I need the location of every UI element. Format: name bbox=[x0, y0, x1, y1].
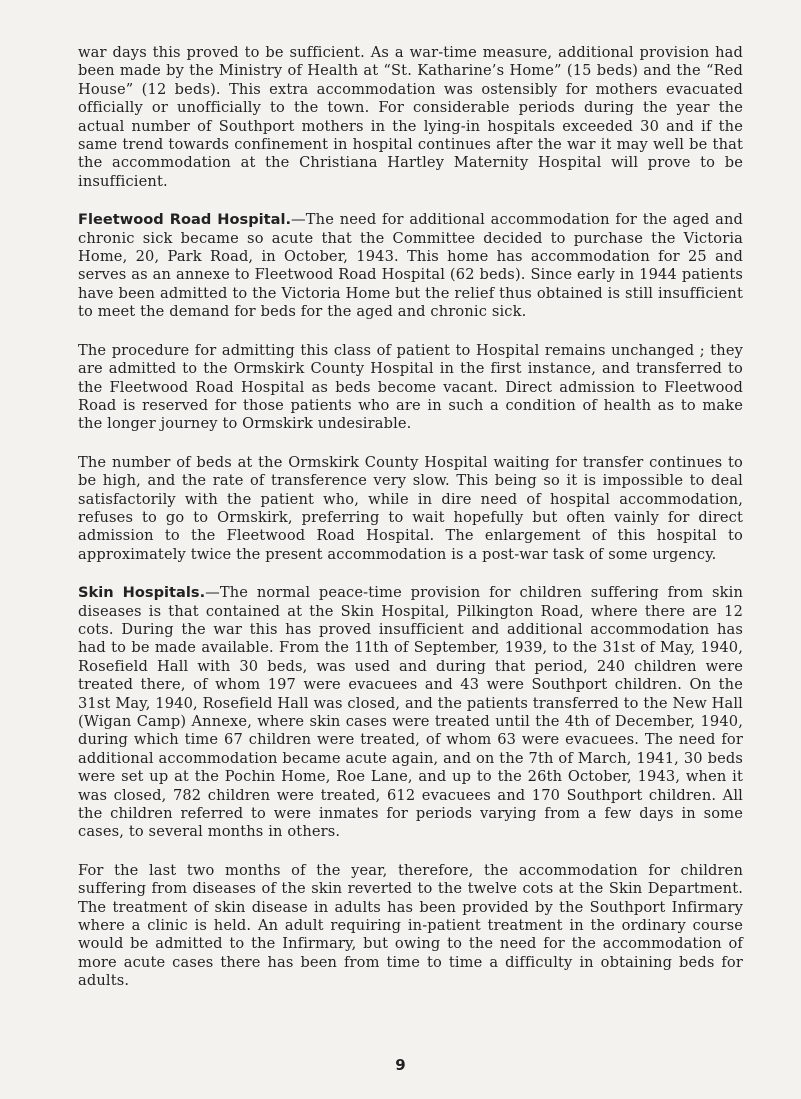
paragraph-text: The procedure for admitting this class of patient to Hospital remains unchanged ; they are admitted to the Ormskirk County Hospital in the first instance, and transferred to the Fleetwood Road Hospital as beds become vacant. Direct admission to Fleetwood Road is reserved for those patients who are in such a condition of health as to make the longer journey to Ormskirk undesirable. bbox=[78, 341, 743, 433]
paragraph-text: —The need for additional accommodation for the aged and chronic sick became so acute that the Committee decided to purchase the Victoria Home, 20, Park Road, in October, 1943. This home has accommodation for 25 and serves as an annexe to Fleetwood Road Hospital (62 beds). Since early in 1944 patients have been admitted to the Victoria Home but the relief thus obtained is still insufficient to meet the demand for beds for the aged and chronic sick. bbox=[78, 211, 743, 321]
section-heading-fleetwood-road-hospital: Fleetwood Road Hospital. bbox=[78, 211, 292, 229]
paragraph-ormskirk-transfer bbox=[78, 454, 743, 564]
paragraph-text: war days this proved to be sufficient. As a war-time measure, additional provision had been made by the Ministry of Health at “St. Katharine’s Home” (15 beds) and the “Red House” (12 beds). This extra accommodation was ostensibly for mothers evacuated officially or unofficially to the town. For considerable periods during the year the actual number of Southport mothers in the lying-in hospitals exceeded 30 and if the same trend towards confinement in hospital continues after the war it may well be that the accommodation at the Christiana Hartley Maternity Hospital will prove to be insufficient. bbox=[78, 44, 743, 190]
paragraph-maternity-accommodation bbox=[78, 44, 743, 191]
paragraph-text: For the last two months of the year, therefore, the accommodation for children suffering from diseases of the skin reverted to the twelve cots at the Skin Department. The treatment of skin disease in adults has been provided by the Southport Infirmary where a clinic is held. An adult requiring in-patient treatment in the ordinary course would be admitted to the Infirmary, but owing to the need for the accommodation of more acute cases there has been from time to time a difficulty in obtaining beds for adults. bbox=[78, 861, 743, 990]
paragraph-skin-department bbox=[78, 862, 743, 991]
paragraph-admission-procedure bbox=[78, 342, 743, 434]
page-number: 9 bbox=[395, 1056, 406, 1074]
paragraph-text: The number of beds at the Ormskirk County Hospital waiting for transfer continues to be high, and the rate of transference very slow. This being so it is impossible to deal satisfactorily with the patient who, while in dire need of hospital accommodation, refuses to go to Ormskirk, preferring to wait hopefully but often vainly for direct admission to the Fleetwood Road Hospital. The enlargement of this hospital to approximately twice the present accommodation is a post-war task of some urgency. bbox=[78, 453, 743, 563]
section-heading-skin-hospitals: Skin Hospitals. bbox=[78, 584, 206, 602]
paragraph-fleetwood-road-hospital bbox=[78, 211, 743, 321]
paragraph-skin-hospitals bbox=[78, 584, 743, 842]
paragraph-text: —The normal peace-time provision for children suffering from skin diseases is that contained at the Skin Hospital, Pilkington Road, where there are 12 cots. During the war this has proved insufficient and additional accommodation has had to be made available. From the 11th of September, 1939, to the 31st of May, 1940, Rosefield Hall with 30 beds, was used and during that period, 240 children were treated there, of whom 197 were evacuees and 43 were Southport children. On the 31st May, 1940, Rosefield Hall was closed, and the patients transferred to the New Hall (Wigan Camp) Annexe, where skin cases were treated until the 4th of December, 1940, during which time 67 children were treated, of whom 63 were evacuees. The need for additional accommodation became acute again, and on the 7th of March, 1941, 30 beds were set up at the Pochin Home, Roe Lane, and up to the 26th October, 1943, when it was closed, 782 children were treated, 612 evacuees and 170 Southport children. All the children referred to were inmates for periods varying from a few days in some cases, to several months in others. bbox=[78, 584, 743, 841]
